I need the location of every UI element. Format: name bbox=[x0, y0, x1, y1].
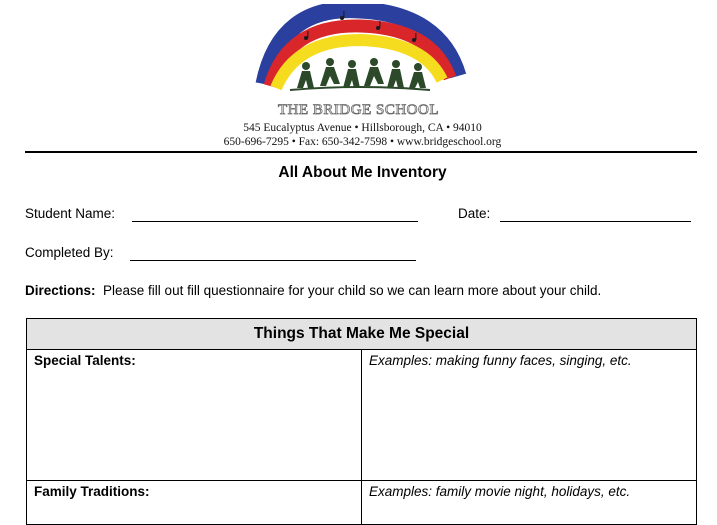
category-family-traditions: Family Traditions: bbox=[27, 481, 362, 525]
school-contact: 650-696-7295 • Fax: 650-342-7598 • www.bridgeschool.org bbox=[223, 136, 502, 148]
school-name: THE BRIDGE SCHOOL bbox=[278, 102, 439, 118]
header-divider bbox=[25, 151, 697, 153]
completed-by-label: Completed By: bbox=[25, 245, 114, 260]
family-traditions-answer-cell[interactable]: Examples: family movie night, holidays, etc. bbox=[362, 481, 697, 525]
directions bbox=[25, 283, 601, 298]
category-special-talents: Special Talents: bbox=[27, 350, 362, 481]
special-talents-answer-cell[interactable]: Examples: making funny faces, singing, etc. bbox=[362, 350, 697, 481]
school-logo bbox=[250, 4, 470, 104]
directions-label: Directions: bbox=[25, 283, 96, 298]
table-row bbox=[27, 481, 697, 525]
student-name-field[interactable] bbox=[132, 221, 418, 222]
student-name-label: Student Name: bbox=[25, 206, 116, 221]
date-label: Date: bbox=[458, 206, 491, 221]
special-things-table bbox=[26, 318, 697, 525]
dancing-figures bbox=[297, 58, 426, 88]
page-title: All About Me Inventory bbox=[278, 164, 447, 181]
directions-text: Please fill out fill questionnaire for your child so we can learn more about your child. bbox=[103, 283, 602, 298]
school-address: 545 Eucalyptus Avenue • Hillsborough, CA • 94010 bbox=[243, 122, 482, 134]
date-field[interactable] bbox=[500, 221, 691, 222]
completed-by-field[interactable] bbox=[130, 260, 416, 261]
table-row bbox=[27, 350, 697, 481]
table-heading: Things That Make Me Special bbox=[27, 319, 697, 350]
